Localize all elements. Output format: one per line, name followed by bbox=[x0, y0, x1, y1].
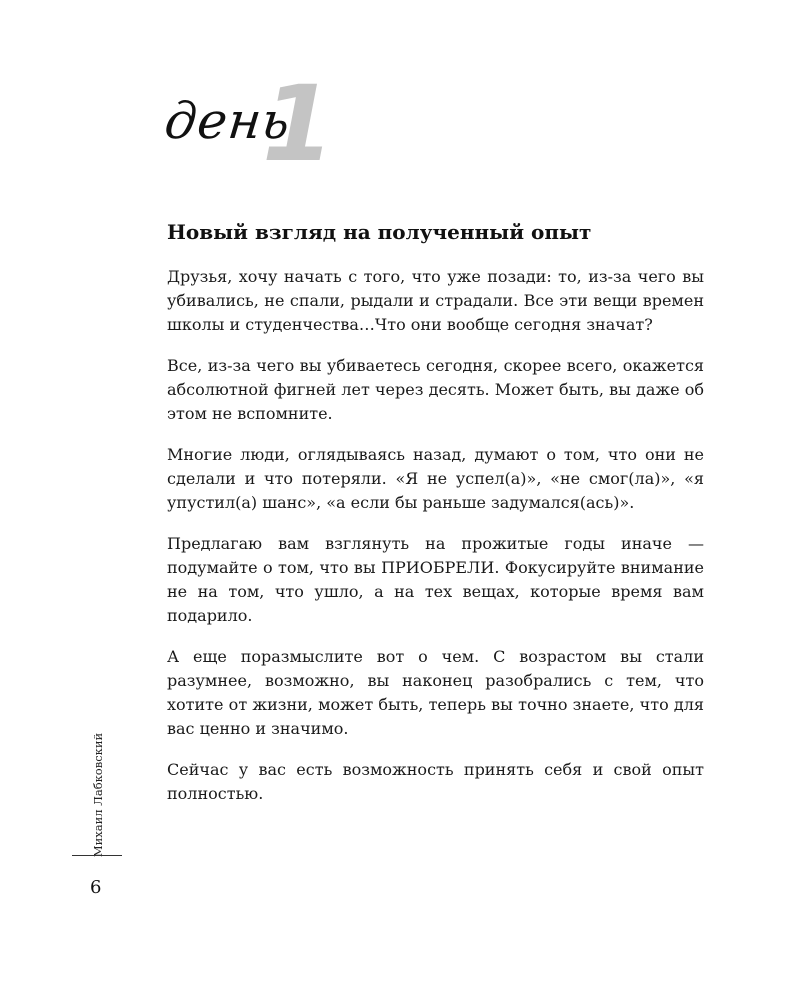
section-title: Новый взгляд на полученный опыт bbox=[167, 220, 592, 244]
chapter-word: день bbox=[161, 92, 294, 150]
chapter-number: 1 bbox=[262, 63, 335, 185]
paragraph-6: Сейчас у вас есть возможность принять себя и свой опыт полностью. bbox=[167, 760, 704, 803]
body-text bbox=[167, 265, 704, 823]
paragraph-5: А еще поразмыслите вот о чем. С возрастом вы стали разумнее, возможно, вы наконец разобрались с тем, что хотите от жизни, может быть, теперь вы точно знаете, что для вас ценно и значимо. bbox=[167, 647, 704, 738]
page-number: 6 bbox=[90, 877, 102, 898]
footer-rule bbox=[72, 855, 122, 856]
paragraph-2: Все, из-за чего вы убиваетесь сегодня, скорее всего, окажется абсолютной фигней лет через десять. Может быть, вы даже об этом не вспомните. bbox=[167, 356, 704, 423]
paragraph-1: Друзья, хочу начать с того, что уже позади: то, из-за чего вы убивались, не спали, рыдали и страдали. Все эти вещи времен школы и студенчества…Что они вообще сегодня значат? bbox=[167, 267, 704, 334]
paragraph-3: Многие люди, оглядываясь назад, думают о том, что они не сделали и что потеряли. «Я не успел(а)», «не смог(ла)», «я упустил(а) шанс», «а если бы раньше задумался(ась)». bbox=[167, 445, 704, 512]
paragraph-4: Предлагаю вам взглянуть на прожитые годы иначе — подумайте о том, что вы ПРИОБРЕЛИ. Фокусируйте внимание не на том, что ушло, а на тех вещах, которые время вам подарило. bbox=[167, 534, 704, 625]
author-name: Михаил Лабковский bbox=[91, 732, 105, 858]
